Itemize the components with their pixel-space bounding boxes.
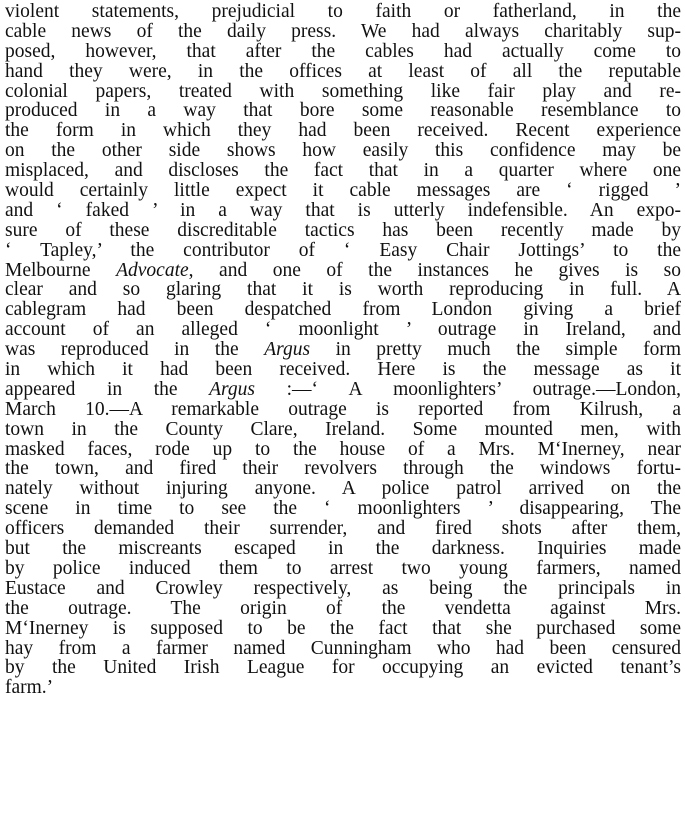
text-line: Eustace and Crowley respectively, as being the principals in [5,577,681,599]
article-text [5,2,681,698]
text-line: hand they were, in the offices at least of all the reputable [5,60,681,82]
text-line: clear and so glaring that it is worth reproducing in full. A [5,279,681,301]
text-line: by the United Irish League for occupying an evicted tenant’s [5,657,681,679]
text-line: sure of these discreditable tactics has been recently made by [5,219,681,241]
text-line: violent statements, prejudicial to faith or fatherland, in the [5,1,681,22]
text-line: ‘ Tapley,’ the contributor of ‘ Easy Chair Jottings’ to the [5,239,681,261]
italic-publication-title: Argus [264,339,311,361]
text-line: hay from a farmer named Cunningham who had been censured [5,637,681,659]
text-line: masked faces, rode up to the house of a Mrs. M‘Inerney, near [5,438,681,460]
text-line: the town, and fired their revolvers through the windows fortu- [5,458,681,480]
italic-publication-title: Argus [209,378,255,400]
text-line: colonial papers, treated with something like fair play and re- [5,80,681,102]
text-line: the form in which they had been received. Recent experience [5,120,681,142]
text-line: March 10.—A remarkable outrage is reported from Kilrush, a [5,398,681,420]
text-line: in which it had been received. Here is the message as it [5,359,681,381]
text-line: scene in time to see the ‘ moonlighters ’ disappearing, The [5,498,681,520]
text-line: appeared in the Argus :—‘ A moonlighters’ outrage.—London, [5,378,681,400]
text-line: cable news of the daily press. We had always charitably sup- [5,20,681,42]
text-line: account of an alleged ‘ moonlight ’ outrage in Ireland, and [5,319,681,341]
text-line: and ‘ faked ’ in a way that is utterly indefensible. An expo- [5,199,681,221]
text-line: town in the County Clare, Ireland. Some mounted men, with [5,418,681,440]
text-line: farm.’ [5,677,54,699]
text-line: the outrage. The origin of the vendetta against Mrs. [5,597,681,619]
text-line: posed, however, that after the cables had actually come to [5,40,681,62]
text-line: nately without injuring anyone. A police patrol arrived on the [5,478,681,500]
text-line: M‘Inerney is supposed to be the fact that she purchased some [5,617,681,639]
text-line: but the miscreants escaped in the darkness. Inquiries made [5,538,681,560]
text-line: would certainly little expect it cable messages are ‘ rigged ’ [5,180,681,202]
text-line: produced in a way that bore some reasonable resemblance to [5,100,681,122]
text-line: was reproduced in the Argus in pretty much the simple form [5,339,681,361]
text-line: cablegram had been despatched from London giving a brief [5,299,681,321]
text-line: officers demanded their surrender, and fired shots after them, [5,518,681,540]
text-line: on the other side shows how easily this confidence may be [5,140,681,162]
text-line: misplaced, and discloses the fact that in a quarter where one [5,160,681,182]
text-line: Melbourne Advocate, and one of the instances he gives is so [5,259,682,281]
italic-publication-title: Advocate [116,259,189,281]
text-line: by police induced them to arrest two young farmers, named [5,557,681,579]
